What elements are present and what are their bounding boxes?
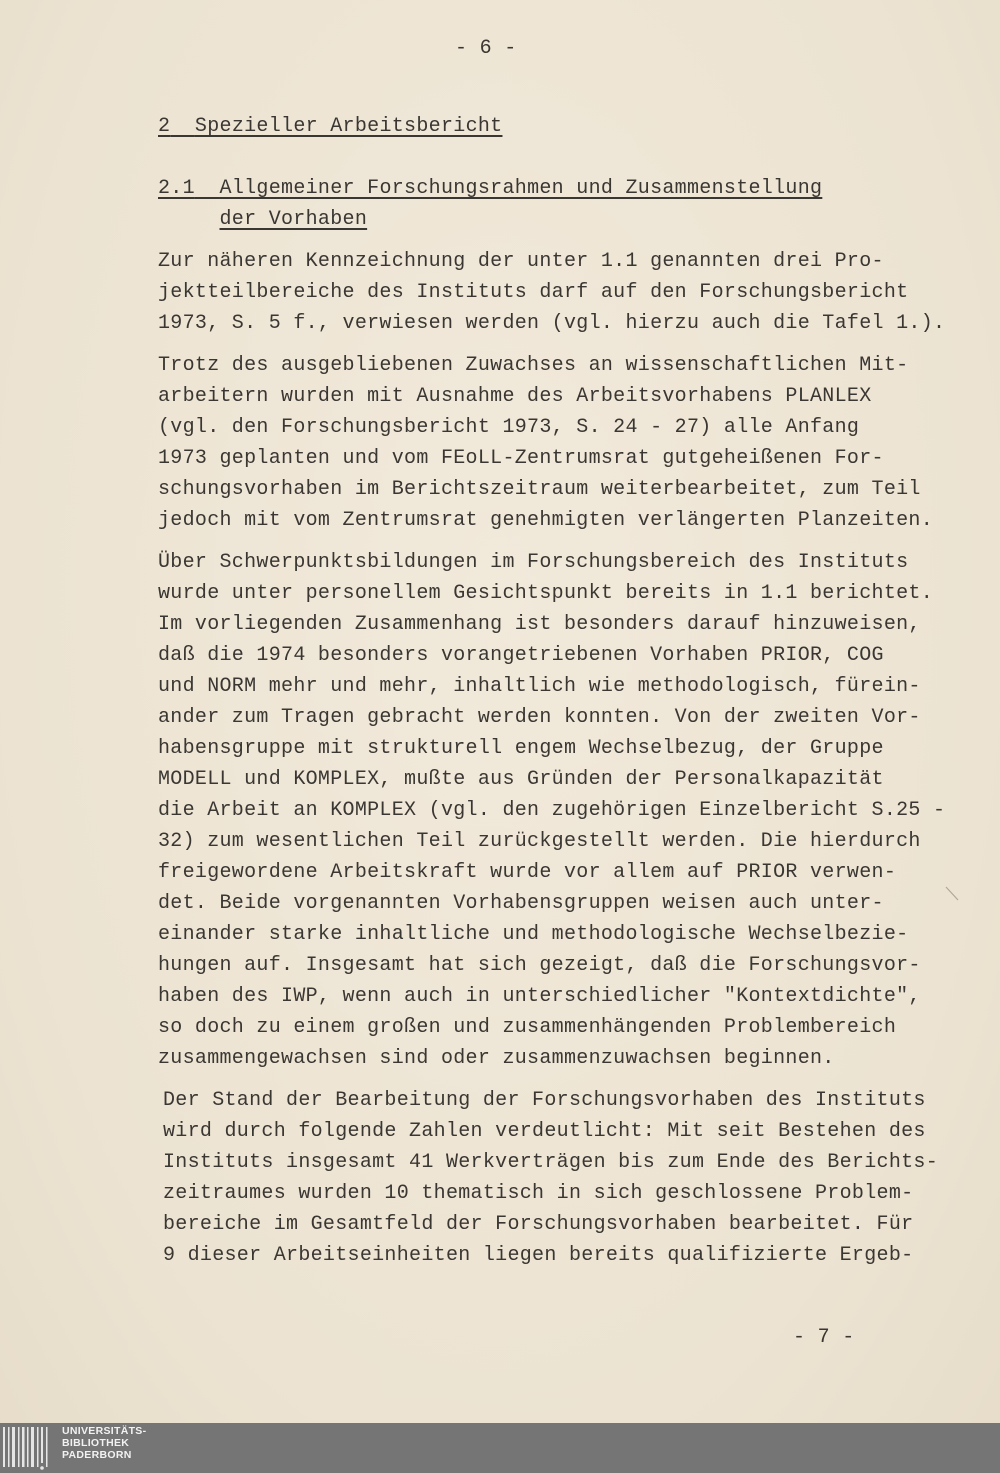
pencil-mark xyxy=(940,882,962,904)
page-number-top: - 6 - xyxy=(455,37,517,60)
text-line: 1973 geplanten und vom FEoLL-Zentrumsrat gutgeheißenen For- xyxy=(158,447,884,470)
paragraph-1 xyxy=(158,246,978,339)
text-line: hungen auf. Insgesamt hat sich gezeigt, daß die Forschungsvor- xyxy=(158,954,921,977)
subsection-title-line: Allgemeiner Forschungsrahmen und Zusammenstellung xyxy=(219,177,823,200)
text-line: det. Beide vorgenannten Vorhabensgruppen weisen auch unter- xyxy=(158,892,884,915)
text-line: zeitraumes wurden 10 thematisch in sich geschlossene Problem- xyxy=(163,1182,914,1205)
subsection-title-line: der Vorhaben xyxy=(219,208,368,231)
text-line: die Arbeit an KOMPLEX (vgl. den zugehörigen Einzelbericht S.25 - xyxy=(158,799,946,822)
logo-line: PADERBORN xyxy=(62,1449,132,1461)
text-line: schungsvorhaben im Berichtszeitraum weiterbearbeitet, zum Teil xyxy=(158,478,921,501)
document-body xyxy=(158,111,978,1271)
text-line: so doch zu einem großen und zusammenhängenden Problembereich xyxy=(158,1016,897,1039)
text-line: freigewordene Arbeitskraft wurde vor allem auf PRIOR verwen- xyxy=(158,861,897,884)
text-line: 32) zum wesentlichen Teil zurückgestellt werden. Die hierdurch xyxy=(158,830,921,853)
subsection-number: 2.1 xyxy=(158,177,195,200)
library-footer-bar xyxy=(0,1423,1000,1473)
text-line: habensgruppe mit strukturell engem Wechselbezug, der Gruppe xyxy=(158,737,884,760)
text-line: 9 dieser Arbeitseinheiten liegen bereits qualifizierte Ergeb- xyxy=(163,1244,914,1267)
text-line: und NORM mehr und mehr, inhaltlich wie methodologisch, fürein- xyxy=(158,675,921,698)
text-line: wurde unter personellem Gesichtspunkt bereits in 1.1 berichtet. xyxy=(158,582,934,605)
paragraph-3 xyxy=(158,547,978,1074)
library-logo-text xyxy=(62,1425,146,1461)
text-line: 1973, S. 5 f., verwiesen werden (vgl. hierzu auch die Tafel 1.). xyxy=(158,312,946,335)
text-line: bereiche im Gesamtfeld der Forschungsvorhaben bearbeitet. Für xyxy=(163,1213,914,1236)
logo-line: BIBLIOTHEK xyxy=(62,1437,130,1449)
paragraph-2 xyxy=(158,350,978,536)
text-line: Über Schwerpunktsbildungen im Forschungsbereich des Instituts xyxy=(158,551,909,574)
section-title: Spezieller Arbeitsbericht xyxy=(194,115,503,138)
text-line: Trotz des ausgebliebenen Zuwachses an wissenschaftlichen Mit- xyxy=(158,354,909,377)
paragraphs xyxy=(158,246,978,1271)
paragraph-4 xyxy=(163,1085,978,1271)
logo-line: UNIVERSITÄTS- xyxy=(62,1425,147,1437)
text-line: (vgl. den Forschungsbericht 1973, S. 24 - 27) alle Anfang xyxy=(158,416,860,439)
text-line: arbeitern wurden mit Ausnahme des Arbeitsvorhabens PLANLEX xyxy=(158,385,872,408)
text-line: jektteilbereiche des Instituts darf auf den Forschungsbericht xyxy=(158,281,909,304)
text-line: daß die 1974 besonders vorangetriebenen Vorhaben PRIOR, COG xyxy=(158,644,884,667)
text-line: Im vorliegenden Zusammenhang ist besonders darauf hinzuweisen, xyxy=(158,613,921,636)
text-line: wird durch folgende Zahlen verdeutlicht: Mit seit Bestehen des xyxy=(163,1120,926,1143)
text-line: haben des IWP, wenn auch in unterschiedlicher "Kontextdichte", xyxy=(158,985,921,1008)
section-heading xyxy=(158,111,978,142)
text-line: MODELL und KOMPLEX, mußte aus Gründen der Personalkapazität xyxy=(158,768,884,791)
subsection-heading xyxy=(158,173,978,235)
text-line: ander zum Tragen gebracht werden konnten. Von der zweiten Vor- xyxy=(158,706,921,729)
section-number: 2 xyxy=(158,115,171,138)
text-line: einander starke inhaltliche und methodologische Wechselbezie- xyxy=(158,923,909,946)
page-number-bottom: - 7 - xyxy=(793,1326,855,1349)
text-line: zusammengewachsen sind oder zusammenzuwachsen beginnen. xyxy=(158,1047,835,1070)
text-line: Der Stand der Bearbeitung der Forschungsvorhaben des Instituts xyxy=(163,1089,926,1112)
text-line: jedoch mit vom Zentrumsrat genehmigten verlängerten Planzeiten. xyxy=(158,509,934,532)
text-line: Instituts insgesamt 41 Werkverträgen bis zum Ende des Berichts- xyxy=(163,1151,939,1174)
library-logo-icon xyxy=(3,1427,49,1471)
text-line: Zur näheren Kennzeichnung der unter 1.1 genannten drei Pro- xyxy=(158,250,884,273)
